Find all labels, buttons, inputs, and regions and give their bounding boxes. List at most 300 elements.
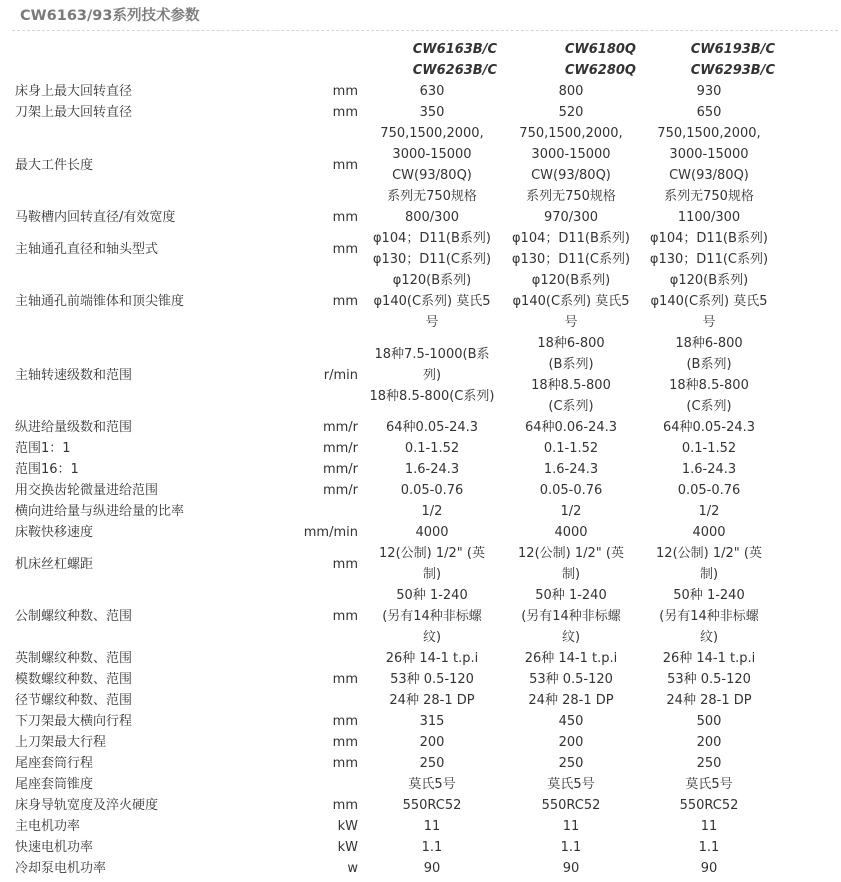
table-row xyxy=(15,102,775,123)
value-line: 750,1500,2000, xyxy=(657,126,761,141)
param-name: 主电机功率 xyxy=(15,819,81,834)
table-row xyxy=(15,858,775,879)
param-name: 范围16：1 xyxy=(15,462,79,477)
param-value-cell xyxy=(636,816,775,837)
param-value-cell xyxy=(636,123,775,207)
param-value xyxy=(643,270,775,333)
param-value xyxy=(367,543,497,585)
param-unit: r/min xyxy=(323,367,358,383)
value-line: φ140(C系列) 莫氏5 xyxy=(650,294,768,309)
param-value xyxy=(506,837,636,858)
param-value xyxy=(643,732,775,753)
value-line: 50种 1-240 xyxy=(396,588,468,603)
value-line: 24种 28-1 DP xyxy=(666,693,752,708)
param-name: 径节螺纹种数、范围 xyxy=(15,693,133,708)
param-name: 刀架上最大回转直径 xyxy=(15,105,133,120)
param-value-cell xyxy=(636,648,775,669)
param-value-cell xyxy=(358,774,497,795)
param-value-cell xyxy=(358,501,497,522)
param-value xyxy=(506,123,636,207)
param-value-cell xyxy=(636,333,775,417)
model-name: CW6293B/C xyxy=(690,63,775,78)
value-line: 1/2 xyxy=(421,504,443,519)
value-line: 0.1-1.52 xyxy=(681,441,737,456)
param-value xyxy=(506,417,636,438)
value-line: 11 xyxy=(700,819,718,834)
param-value xyxy=(506,543,636,585)
param-value xyxy=(367,795,497,816)
param-value-cell xyxy=(497,816,636,837)
param-value xyxy=(506,585,636,648)
param-value-cell xyxy=(636,480,775,501)
value-line: 26种 14-1 t.p.i xyxy=(385,651,479,666)
value-line: 800/300 xyxy=(404,210,459,225)
value-line: 200 xyxy=(419,735,445,750)
value-line: 3000-15000 xyxy=(669,147,749,162)
value-line: 莫氏5号 xyxy=(547,777,595,792)
param-value xyxy=(367,270,497,333)
param-value xyxy=(643,123,775,207)
param-value-cell xyxy=(497,837,636,858)
param-value xyxy=(643,795,775,816)
value-line: 550RC52 xyxy=(402,798,462,813)
param-value xyxy=(506,858,636,879)
value-line: CW(93/80Q) xyxy=(669,168,749,183)
value-line: 11 xyxy=(423,819,441,834)
param-value xyxy=(643,522,775,543)
value-line: 450 xyxy=(558,714,584,729)
value-line: 53种 0.5-120 xyxy=(667,672,751,687)
param-value-cell xyxy=(636,459,775,480)
value-line: 1.1 xyxy=(421,840,443,855)
value-line: 26种 14-1 t.p.i xyxy=(524,651,618,666)
param-value xyxy=(643,858,775,879)
value-line: 系列无750规格 xyxy=(526,189,616,204)
param-name: 英制螺纹种数、范围 xyxy=(15,651,133,666)
value-line: 3000-15000 xyxy=(531,147,611,162)
value-line: 0.1-1.52 xyxy=(404,441,460,456)
model-name: CW6193B/C xyxy=(690,42,775,57)
param-name: 主轴转速级数和范围 xyxy=(15,367,133,383)
value-line: 350 xyxy=(419,105,445,120)
param-value-cell xyxy=(497,102,636,123)
table-row xyxy=(15,795,775,816)
value-line: CW(93/80Q) xyxy=(392,168,472,183)
param-name: 机床丝杠螺距 xyxy=(15,556,94,572)
param-unit: kW xyxy=(337,819,358,834)
param-value-cell xyxy=(497,522,636,543)
param-unit: mm/r xyxy=(322,441,358,456)
param-value-cell xyxy=(497,648,636,669)
value-line: 26种 14-1 t.p.i xyxy=(662,651,756,666)
param-value-cell xyxy=(636,753,775,774)
param-value xyxy=(506,501,636,522)
value-line: 号 xyxy=(702,315,716,330)
value-line: 1.6-24.3 xyxy=(404,462,460,477)
param-value-cell xyxy=(358,333,497,417)
param-value-cell xyxy=(358,837,497,858)
param-value-cell xyxy=(636,837,775,858)
value-line: φ120(B系列) xyxy=(669,273,749,288)
value-line: 莫氏5号 xyxy=(408,777,456,792)
value-line: 0.05-0.76 xyxy=(400,483,464,498)
value-line: 号 xyxy=(425,315,439,330)
divider xyxy=(12,30,838,31)
param-value xyxy=(506,270,636,333)
table-row xyxy=(15,459,775,480)
header-spacer xyxy=(15,60,268,81)
param-value-cell xyxy=(358,711,497,732)
value-line: 1.1 xyxy=(698,840,720,855)
value-line: 纹) xyxy=(561,630,581,645)
param-name: 范围1：1 xyxy=(15,441,71,456)
value-line: 4000 xyxy=(692,525,726,540)
param-unit: mm/r xyxy=(322,462,358,477)
value-line: φ130；D11(C系列) xyxy=(511,252,631,267)
param-value xyxy=(506,102,636,123)
value-line: 550RC52 xyxy=(541,798,601,813)
param-value-cell xyxy=(636,543,775,585)
value-line: 18种8.5-800 xyxy=(669,378,749,393)
param-value-cell xyxy=(358,459,497,480)
param-unit: mm xyxy=(332,84,358,99)
param-value-cell xyxy=(636,858,775,879)
value-line: 970/300 xyxy=(543,210,598,225)
param-value-cell xyxy=(497,711,636,732)
value-line: 50种 1-240 xyxy=(673,588,745,603)
table-row xyxy=(15,207,775,228)
param-value-cell xyxy=(636,270,775,333)
value-line: 0.1-1.52 xyxy=(543,441,599,456)
param-value xyxy=(643,207,775,228)
param-value xyxy=(643,837,775,858)
value-line: 1100/300 xyxy=(677,210,741,225)
param-unit: mm xyxy=(332,241,358,257)
table-row xyxy=(15,774,775,795)
param-value-cell xyxy=(497,459,636,480)
param-value xyxy=(643,438,775,459)
param-value xyxy=(367,344,497,407)
value-line: 200 xyxy=(558,735,584,750)
value-line: 500 xyxy=(696,714,722,729)
value-line: (另有14种非标螺 xyxy=(659,609,759,624)
value-line: 750,1500,2000, xyxy=(380,126,484,141)
value-line: (C系列) xyxy=(548,399,594,414)
model-name: CW6180Q xyxy=(564,42,636,57)
value-line: 24种 28-1 DP xyxy=(389,693,475,708)
value-line: φ130；D11(C系列) xyxy=(372,252,492,267)
value-line: 0.05-0.76 xyxy=(539,483,603,498)
param-value-cell xyxy=(636,438,775,459)
param-unit: mm xyxy=(332,609,358,624)
table-row xyxy=(15,648,775,669)
value-line: 系列无750规格 xyxy=(664,189,754,204)
param-name: 尾座套筒行程 xyxy=(15,756,94,771)
table-row xyxy=(15,123,775,207)
param-value-cell xyxy=(636,102,775,123)
param-value xyxy=(367,837,497,858)
param-value xyxy=(506,459,636,480)
param-unit: mm xyxy=(332,210,358,225)
model-header-row xyxy=(15,39,775,60)
param-value-cell xyxy=(497,543,636,585)
param-name: 上刀架最大行程 xyxy=(15,735,107,750)
table-row xyxy=(15,837,775,858)
value-line: 制) xyxy=(422,567,442,582)
value-line: 250 xyxy=(696,756,722,771)
param-value-cell xyxy=(636,774,775,795)
param-value xyxy=(367,102,497,123)
value-line: 53种 0.5-120 xyxy=(390,672,474,687)
header-spacer xyxy=(268,60,358,81)
param-value xyxy=(643,711,775,732)
table-row xyxy=(15,270,775,333)
value-line: 18种8.5-800(C系列) xyxy=(369,388,495,404)
param-value-cell xyxy=(497,123,636,207)
param-value xyxy=(643,774,775,795)
param-name: 尾座套筒锥度 xyxy=(15,777,94,792)
param-value-cell xyxy=(358,480,497,501)
value-line: φ120(B系列) xyxy=(392,273,472,288)
value-line: 12(公制) 1/2" (英 xyxy=(518,546,624,561)
param-name: 主轴通孔前端锥体和顶尖锥度 xyxy=(15,294,185,309)
param-value-cell xyxy=(636,732,775,753)
param-value-cell xyxy=(358,81,497,102)
table-row xyxy=(15,228,775,270)
param-value-cell xyxy=(497,774,636,795)
table-row xyxy=(15,417,775,438)
param-value-cell xyxy=(497,501,636,522)
param-name: 公制螺纹种数、范围 xyxy=(15,609,133,624)
param-value xyxy=(506,690,636,711)
param-value xyxy=(367,753,497,774)
value-line: 90 xyxy=(700,861,718,876)
value-line: 550RC52 xyxy=(679,798,739,813)
param-value-cell xyxy=(358,438,497,459)
param-value xyxy=(506,81,636,102)
param-value xyxy=(506,774,636,795)
value-line: φ140(C系列) 莫氏5 xyxy=(512,294,630,309)
value-line: 1.6-24.3 xyxy=(543,462,599,477)
table-row xyxy=(15,732,775,753)
table-row xyxy=(15,543,775,585)
value-line: (另有14种非标螺 xyxy=(521,609,621,624)
param-unit: mm xyxy=(332,672,358,687)
value-line: 750,1500,2000, xyxy=(519,126,623,141)
value-line: (B系列) xyxy=(548,357,594,372)
table-row xyxy=(15,438,775,459)
param-value-cell xyxy=(358,648,497,669)
value-line: φ130；D11(C系列) xyxy=(649,252,769,267)
param-value xyxy=(506,333,636,417)
param-value-cell xyxy=(497,669,636,690)
value-line: (B系列) xyxy=(686,357,732,372)
param-value-cell xyxy=(497,417,636,438)
param-value-cell xyxy=(497,732,636,753)
param-value xyxy=(506,648,636,669)
value-line: (C系列) xyxy=(686,399,732,414)
param-value-cell xyxy=(636,795,775,816)
header-spacer xyxy=(15,39,268,60)
param-value xyxy=(643,690,775,711)
value-line: φ140(C系列) 莫氏5 xyxy=(373,294,491,309)
param-value xyxy=(643,648,775,669)
param-value xyxy=(367,480,497,501)
table-row xyxy=(15,816,775,837)
model-name: CW6280Q xyxy=(564,63,636,78)
param-value-cell xyxy=(358,207,497,228)
param-value xyxy=(367,81,497,102)
param-unit: mm xyxy=(332,157,358,173)
header-spacer xyxy=(268,39,358,60)
param-name: 纵进给量级数和范围 xyxy=(15,420,133,435)
value-line: 18种6-800 xyxy=(675,336,743,351)
param-unit: mm xyxy=(332,735,358,750)
param-unit: mm/r xyxy=(322,483,358,498)
param-value-cell xyxy=(636,585,775,648)
param-value xyxy=(643,102,775,123)
value-line: 250 xyxy=(558,756,584,771)
param-name: 冷却泵电机功率 xyxy=(15,861,107,876)
param-value-cell xyxy=(358,669,497,690)
param-value-cell xyxy=(497,228,636,270)
page-title: CW6163/93系列技术参数 xyxy=(20,8,200,24)
param-value-cell xyxy=(358,732,497,753)
table-row xyxy=(15,522,775,543)
param-unit: mm xyxy=(332,105,358,120)
param-unit xyxy=(268,690,358,711)
param-value xyxy=(506,207,636,228)
param-value-cell xyxy=(636,228,775,270)
param-name: 床鞍快移速度 xyxy=(15,525,94,540)
param-value xyxy=(643,228,775,270)
param-value-cell xyxy=(636,711,775,732)
param-value xyxy=(367,690,497,711)
value-line: 号 xyxy=(564,315,578,330)
param-name: 最大工件长度 xyxy=(15,157,94,173)
param-name: 下刀架最大横向行程 xyxy=(15,714,133,729)
value-line: 12(公制) 1/2" (英 xyxy=(656,546,762,561)
table-row xyxy=(15,480,775,501)
param-value xyxy=(367,816,497,837)
param-value xyxy=(506,732,636,753)
value-line: 930 xyxy=(696,84,722,99)
param-value xyxy=(506,711,636,732)
param-value xyxy=(643,81,775,102)
param-unit xyxy=(268,501,358,522)
model-name: CW6163B/C xyxy=(412,42,497,57)
param-value xyxy=(643,585,775,648)
param-value xyxy=(367,417,497,438)
value-line: CW(93/80Q) xyxy=(531,168,611,183)
value-line: 11 xyxy=(562,819,580,834)
value-line: 64种0.06-24.3 xyxy=(524,420,618,435)
value-line: 制) xyxy=(699,567,719,582)
param-value-cell xyxy=(497,585,636,648)
value-line: 64种0.05-24.3 xyxy=(385,420,479,435)
param-value-cell xyxy=(636,690,775,711)
value-line: 1/2 xyxy=(698,504,720,519)
table-row xyxy=(15,81,775,102)
value-line: 0.05-0.76 xyxy=(677,483,741,498)
param-value-cell xyxy=(636,669,775,690)
param-value-cell xyxy=(636,501,775,522)
param-value xyxy=(367,774,497,795)
value-line: 18种6-800 xyxy=(537,336,605,351)
param-value-cell xyxy=(358,858,497,879)
value-line: 630 xyxy=(419,84,445,99)
param-name: 快速电机功率 xyxy=(15,840,94,855)
value-line: 250 xyxy=(419,756,445,771)
param-value xyxy=(643,543,775,585)
value-line: 18种8.5-800 xyxy=(531,378,611,393)
param-unit: kW xyxy=(337,840,358,855)
param-value-cell xyxy=(358,270,497,333)
param-value xyxy=(506,795,636,816)
param-value xyxy=(367,732,497,753)
param-value xyxy=(367,123,497,207)
param-value xyxy=(367,459,497,480)
table-row xyxy=(15,501,775,522)
param-value xyxy=(643,333,775,417)
param-value xyxy=(506,816,636,837)
param-value xyxy=(367,438,497,459)
param-value xyxy=(506,753,636,774)
param-value-cell xyxy=(358,585,497,648)
value-line: 53种 0.5-120 xyxy=(529,672,613,687)
param-unit: mm xyxy=(332,556,358,572)
param-name: 床身导轨宽度及淬火硬度 xyxy=(15,798,159,813)
param-unit: mm/r xyxy=(322,420,358,435)
value-line: 24种 28-1 DP xyxy=(528,693,614,708)
value-line: 1/2 xyxy=(560,504,582,519)
value-line: 800 xyxy=(558,84,584,99)
param-value xyxy=(367,585,497,648)
param-name: 用交换齿轮微量进给范围 xyxy=(15,483,159,498)
param-value-cell xyxy=(636,417,775,438)
value-line: 4000 xyxy=(554,525,588,540)
param-name: 模数螺纹种数、范围 xyxy=(15,672,133,687)
param-unit: mm xyxy=(332,714,358,729)
param-value xyxy=(643,459,775,480)
param-unit xyxy=(268,774,358,795)
param-value-cell xyxy=(497,480,636,501)
param-value-cell xyxy=(358,102,497,123)
value-line: 1.6-24.3 xyxy=(681,462,737,477)
value-line: 18种7.5-1000(B系 xyxy=(374,346,490,362)
param-value xyxy=(506,438,636,459)
param-unit: mm xyxy=(332,798,358,813)
param-value xyxy=(643,669,775,690)
value-line: φ104；D11(B系列) xyxy=(372,231,491,246)
param-value-cell xyxy=(358,753,497,774)
param-name: 马鞍槽内回转直径/有效宽度 xyxy=(15,210,176,225)
param-value xyxy=(506,522,636,543)
model-header-row xyxy=(15,60,775,81)
param-value xyxy=(643,816,775,837)
param-value-cell xyxy=(358,816,497,837)
param-unit: w xyxy=(347,861,358,876)
param-value-cell xyxy=(497,81,636,102)
param-value xyxy=(506,228,636,270)
param-value-cell xyxy=(497,753,636,774)
value-line: 650 xyxy=(696,105,722,120)
param-unit: mm xyxy=(332,756,358,771)
param-name: 主轴通孔直径和轴头型式 xyxy=(15,241,159,257)
value-line: 64种0.05-24.3 xyxy=(662,420,756,435)
value-line: 系列无750规格 xyxy=(387,189,477,204)
param-value xyxy=(367,648,497,669)
